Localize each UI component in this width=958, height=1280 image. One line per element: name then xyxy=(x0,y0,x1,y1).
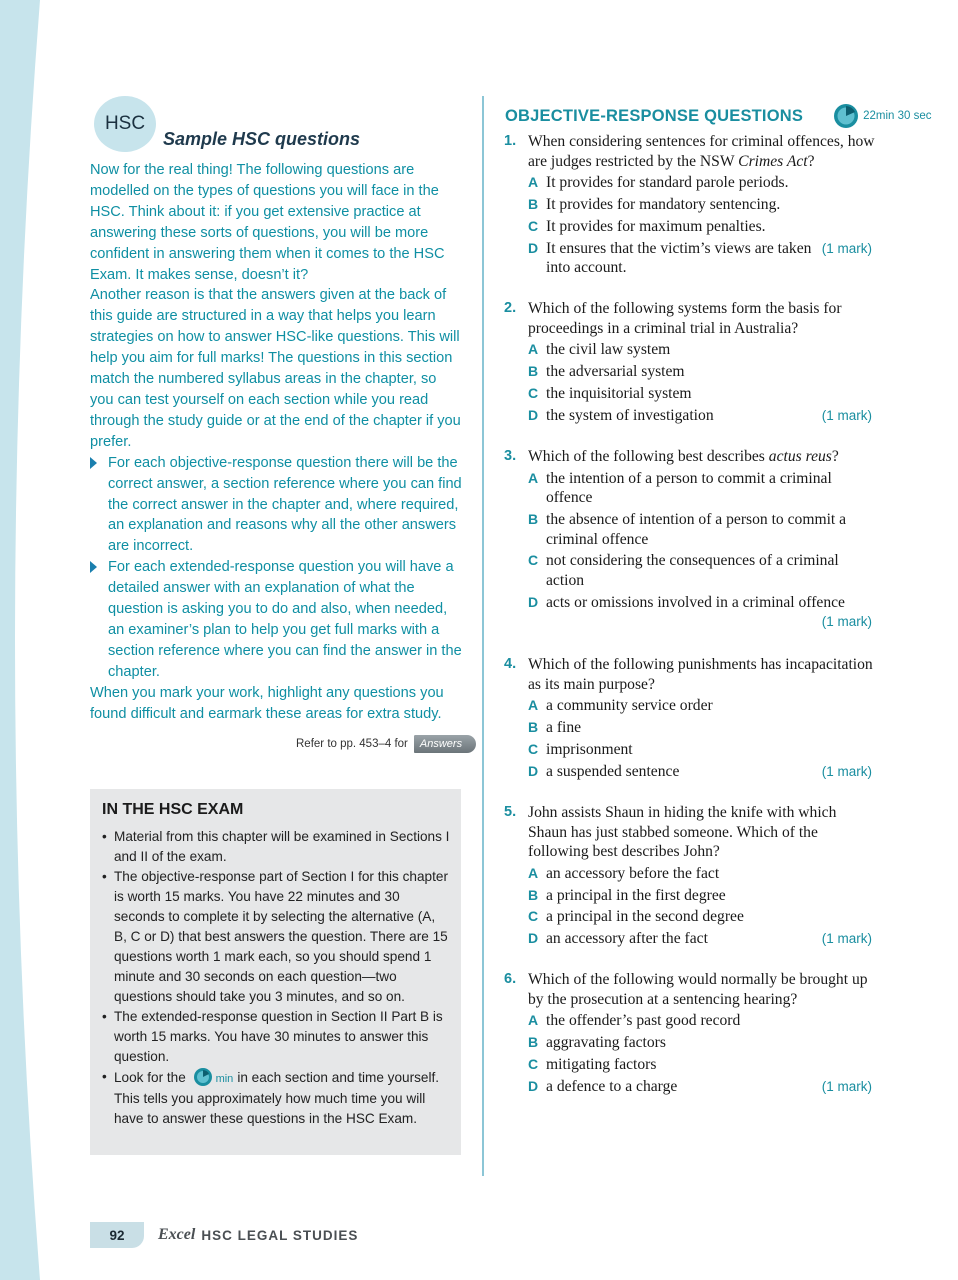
option-letter: B xyxy=(528,886,539,903)
answer-option[interactable] xyxy=(504,1055,876,1075)
exam-box-item-text: Look for the xyxy=(114,1070,186,1085)
option-text xyxy=(546,718,876,738)
option-text xyxy=(546,469,876,508)
option-text xyxy=(546,696,876,716)
intro-bullet-text: For each objective-response question there will be the correct answer, a section reference where you can find the correct answer in the chapter and, where required, an explanation and reasons why all the other answers are incorrect. xyxy=(108,454,462,555)
option-text-value: mitigating factors xyxy=(546,1055,657,1073)
option-text xyxy=(546,239,876,278)
option-text-value: the inquisitorial system xyxy=(546,384,692,402)
option-text-value: an accessory before the fact xyxy=(546,864,720,882)
question-number: 4. xyxy=(504,656,517,672)
mark-value: (1 mark) xyxy=(821,1078,872,1094)
question-text-part: Which of the following would normally be brought up by the prosecution at a sentencing hearing? xyxy=(528,971,868,1008)
clock-icon xyxy=(190,1067,216,1087)
exam-box-item-text: in each section and time yourself. This tells you approximately how much time you will have to answer these questions in the HSC Exam. xyxy=(114,1070,440,1126)
mark-value: (1 mark) xyxy=(821,407,872,423)
intro-paragraph: Now for the real thing! The following questions are modelled on the types of questions you will face in the HSC. Think about it: if you get extensive practice at answering these sorts of questions, you will be more confident in answering them when it comes to the HSC Exam. It makes sense, doesn’t it? xyxy=(90,162,445,283)
refer-text: Refer to pp. 453–4 for xyxy=(296,738,408,750)
exam-box-item xyxy=(102,1067,451,1129)
option-letter: A xyxy=(528,174,539,191)
answer-option[interactable] xyxy=(504,173,876,193)
answer-option[interactable] xyxy=(504,1011,876,1031)
option-text-value: the offender’s past good record xyxy=(546,1012,741,1030)
option-text xyxy=(546,1055,876,1075)
question-stem xyxy=(504,299,876,338)
answer-option[interactable] xyxy=(504,1077,876,1097)
page-number: 92 xyxy=(90,1222,144,1248)
question-text-part: Which of the following systems form the basis for proceedings in a criminal trial in Australia? xyxy=(528,300,842,337)
triangle-bullet-icon xyxy=(90,457,97,469)
question-text-part: ? xyxy=(807,152,815,170)
option-text xyxy=(546,886,876,906)
option-text-value: a suspended sentence xyxy=(546,762,680,780)
option-text xyxy=(546,864,876,884)
question-stem xyxy=(504,447,876,467)
answer-option[interactable] xyxy=(504,469,876,508)
option-text-value: an accessory after the fact xyxy=(546,930,708,948)
option-text xyxy=(546,762,876,782)
option-letter: C xyxy=(528,1055,539,1072)
question-text xyxy=(528,299,876,338)
objective-response-header xyxy=(505,103,931,129)
answer-option[interactable] xyxy=(504,864,876,884)
option-text-value: the intention of a person to commit a criminal offence xyxy=(546,469,832,507)
option-text-value: a community service order xyxy=(546,697,713,715)
answer-option[interactable] xyxy=(504,907,876,927)
option-letter: A xyxy=(528,1012,539,1029)
question-text xyxy=(528,447,876,467)
question-text-part: When considering sentences for criminal offences, how are judges restricted by the NSW xyxy=(528,133,875,170)
exam-box-item-text: The objective-response part of Section I for this chapter is worth 15 marks. You have 22 minutes and 30 seconds to complete it by selecting the alternative (A, B, C or D) that best answers the question. There are 15 questions worth 1 mark each, so you should spend 1 minute and 30 seconds on each question—two questions should take you 3 minutes, and so on. xyxy=(114,869,448,1004)
answer-option[interactable] xyxy=(504,217,876,237)
question xyxy=(504,970,876,1096)
footer-book-title: HSC LEGAL STUDIES xyxy=(201,1227,359,1243)
option-text-value: It ensures that the victim’s views are taken into account. xyxy=(546,239,812,277)
question-text-part: Which of the following punishments has incapacitation as its main purpose? xyxy=(528,656,873,693)
answer-option[interactable] xyxy=(504,593,876,613)
answer-option[interactable] xyxy=(504,718,876,738)
question xyxy=(504,299,876,425)
option-text-value: not considering the consequences of a criminal action xyxy=(546,552,839,589)
option-letter: D xyxy=(528,930,539,947)
option-text-value: the adversarial system xyxy=(546,363,685,381)
answer-option[interactable] xyxy=(504,340,876,360)
intro-bullet-item xyxy=(90,557,462,682)
question xyxy=(504,132,876,278)
option-text xyxy=(546,551,876,590)
option-text xyxy=(546,340,876,360)
question-text-part: Which of the following best describes xyxy=(528,448,769,465)
min-label: min xyxy=(215,1073,234,1085)
option-text-value: a fine xyxy=(546,719,582,737)
mark-value: (1 mark) xyxy=(821,614,872,630)
option-text xyxy=(546,929,876,949)
question-text-emphasis: Crimes Act xyxy=(738,152,808,170)
option-text-value: acts or omissions involved in a criminal offence xyxy=(546,593,845,611)
question-text xyxy=(528,803,876,862)
question-number: 1. xyxy=(504,133,517,149)
option-letter: C xyxy=(528,740,539,757)
mark-value: (1 mark) xyxy=(821,240,872,256)
option-letter: D xyxy=(528,1077,539,1094)
option-text-value: a principal in the first degree xyxy=(546,886,726,904)
intro-bullet-item xyxy=(90,453,462,558)
answer-option[interactable] xyxy=(504,239,876,278)
option-text-value: It provides for mandatory sentencing. xyxy=(546,196,781,214)
question-number: 5. xyxy=(504,804,517,820)
question xyxy=(504,447,876,632)
option-text-value: imprisonment xyxy=(546,740,633,758)
option-letter: C xyxy=(528,908,539,925)
option-letter: D xyxy=(528,239,539,256)
option-text xyxy=(546,406,876,426)
question-number: 3. xyxy=(504,448,517,464)
option-text xyxy=(546,1077,876,1097)
answer-option[interactable] xyxy=(504,195,876,215)
option-letter: A xyxy=(528,697,539,714)
exam-box-item xyxy=(102,827,451,867)
option-letter: B xyxy=(528,719,539,736)
option-letter: C xyxy=(528,552,539,569)
question-text-emphasis: actus reus xyxy=(768,448,832,465)
answer-option[interactable] xyxy=(504,1033,876,1053)
question-stem xyxy=(504,132,876,171)
answer-option[interactable] xyxy=(504,384,876,404)
question-text xyxy=(528,132,876,171)
intro-text xyxy=(90,160,462,724)
answer-option[interactable] xyxy=(504,551,876,590)
hsc-badge xyxy=(94,96,156,152)
option-letter: C xyxy=(528,217,539,234)
option-letter: B xyxy=(528,363,539,380)
answer-option[interactable] xyxy=(504,762,876,782)
option-letter: B xyxy=(528,196,539,213)
question-stem xyxy=(504,970,876,1009)
exam-box-list xyxy=(102,827,451,1129)
time-allowance: 22min 30 sec xyxy=(863,110,932,122)
option-text xyxy=(546,740,876,760)
option-letter: D xyxy=(528,593,539,610)
mark-value: (1 mark) xyxy=(821,931,872,947)
option-text-value: a defence to a charge xyxy=(546,1077,678,1095)
question xyxy=(504,655,876,781)
hsc-badge-label: HSC xyxy=(104,113,146,134)
question-number: 6. xyxy=(504,971,517,987)
question-text xyxy=(528,655,876,694)
intro-paragraph: When you mark your work, highlight any questions you found difficult and earmark these areas for extra study. xyxy=(90,684,444,722)
option-letter: D xyxy=(528,762,539,779)
answers-tab[interactable]: Answers xyxy=(414,735,476,753)
question xyxy=(504,803,876,949)
option-text-value: It provides for standard parole periods. xyxy=(546,174,789,192)
option-text-value: the system of investigation xyxy=(546,406,714,424)
intro-bullet-list xyxy=(90,453,462,683)
option-text xyxy=(546,362,876,382)
option-letter: B xyxy=(528,511,539,528)
answer-option[interactable] xyxy=(504,362,876,382)
option-text xyxy=(546,173,876,193)
page-edge-decoration xyxy=(0,0,70,1280)
intro-paragraph: Another reason is that the answers given at the back of this guide are structured in a way that helps you learn strategies on how to answer HSC-like questions. This will help you aim for full marks! The questions in this section match the numbered syllabus areas in the chapter, so you can test yourself on each section while you read through the study guide or at the end of the chapter if you prefer. xyxy=(90,287,461,450)
option-text-value: It provides for maximum penalties. xyxy=(546,217,766,235)
question-text xyxy=(528,970,876,1009)
option-text-value: the civil law system xyxy=(546,341,671,359)
answer-option[interactable] xyxy=(504,406,876,426)
bullet-dot: • xyxy=(102,1069,107,1084)
question-stem xyxy=(504,655,876,694)
exam-box-title: IN THE HSC EXAM xyxy=(102,801,244,818)
question-text-part: John assists Shaun in hiding the knife with which Shaun has just stabbed someone. Which of the following best describes John? xyxy=(528,804,837,860)
option-text-value: aggravating factors xyxy=(546,1034,666,1052)
section-title: Sample HSC questions xyxy=(163,129,361,149)
question-stem xyxy=(504,803,876,862)
option-text-value: the absence of intention of a person to commit a criminal offence xyxy=(546,511,847,548)
exam-box-item-text: Material from this chapter will be examined in Sections I and II of the exam. xyxy=(114,829,450,864)
answer-option[interactable] xyxy=(504,740,876,760)
answer-option[interactable] xyxy=(504,510,876,549)
option-letter: C xyxy=(528,384,539,401)
bullet-dot: • xyxy=(102,829,107,844)
option-text xyxy=(546,593,876,613)
option-text xyxy=(546,384,876,404)
option-letter: B xyxy=(528,1034,539,1051)
option-text xyxy=(546,1011,876,1031)
question-text-part: ? xyxy=(831,448,839,465)
answer-option[interactable] xyxy=(504,929,876,949)
footer-brand: Excel xyxy=(158,1226,196,1243)
option-text xyxy=(546,217,876,237)
page-footer xyxy=(90,1222,358,1248)
exam-box-item xyxy=(102,867,451,1007)
option-letter: A xyxy=(528,341,539,358)
answer-option[interactable] xyxy=(504,696,876,716)
option-letter: A xyxy=(528,864,539,881)
option-letter: A xyxy=(528,469,539,486)
objective-response-title: OBJECTIVE-RESPONSE QUESTIONS xyxy=(505,106,804,125)
answers-reference xyxy=(296,732,476,756)
option-text-value: a principal in the second degree xyxy=(546,908,744,926)
hsc-exam-box xyxy=(90,789,461,1155)
column-divider xyxy=(482,96,484,1176)
triangle-bullet-icon xyxy=(90,561,97,573)
bullet-dot: • xyxy=(102,869,107,884)
option-text xyxy=(546,510,876,549)
option-text xyxy=(546,195,876,215)
clock-icon xyxy=(831,103,861,129)
intro-bullet-text: For each extended-response question you will have a detailed answer with an explanation of what the question is asking you to do and also, when needed, an examiner’s plan to help you get full marks with a section reference where you can find the answer in the chapter. xyxy=(108,559,462,680)
answer-option[interactable] xyxy=(504,886,876,906)
exam-box-item xyxy=(102,1007,451,1067)
option-text xyxy=(546,1033,876,1053)
question-number: 2. xyxy=(504,300,517,316)
option-letter: D xyxy=(528,406,539,423)
option-text xyxy=(546,907,876,927)
mark-value: (1 mark) xyxy=(821,763,872,779)
bullet-dot: • xyxy=(102,1009,107,1024)
exam-box-item-text: The extended-response question in Section II Part B is worth 15 marks. You have 30 minutes to answer this question. xyxy=(114,1009,443,1064)
